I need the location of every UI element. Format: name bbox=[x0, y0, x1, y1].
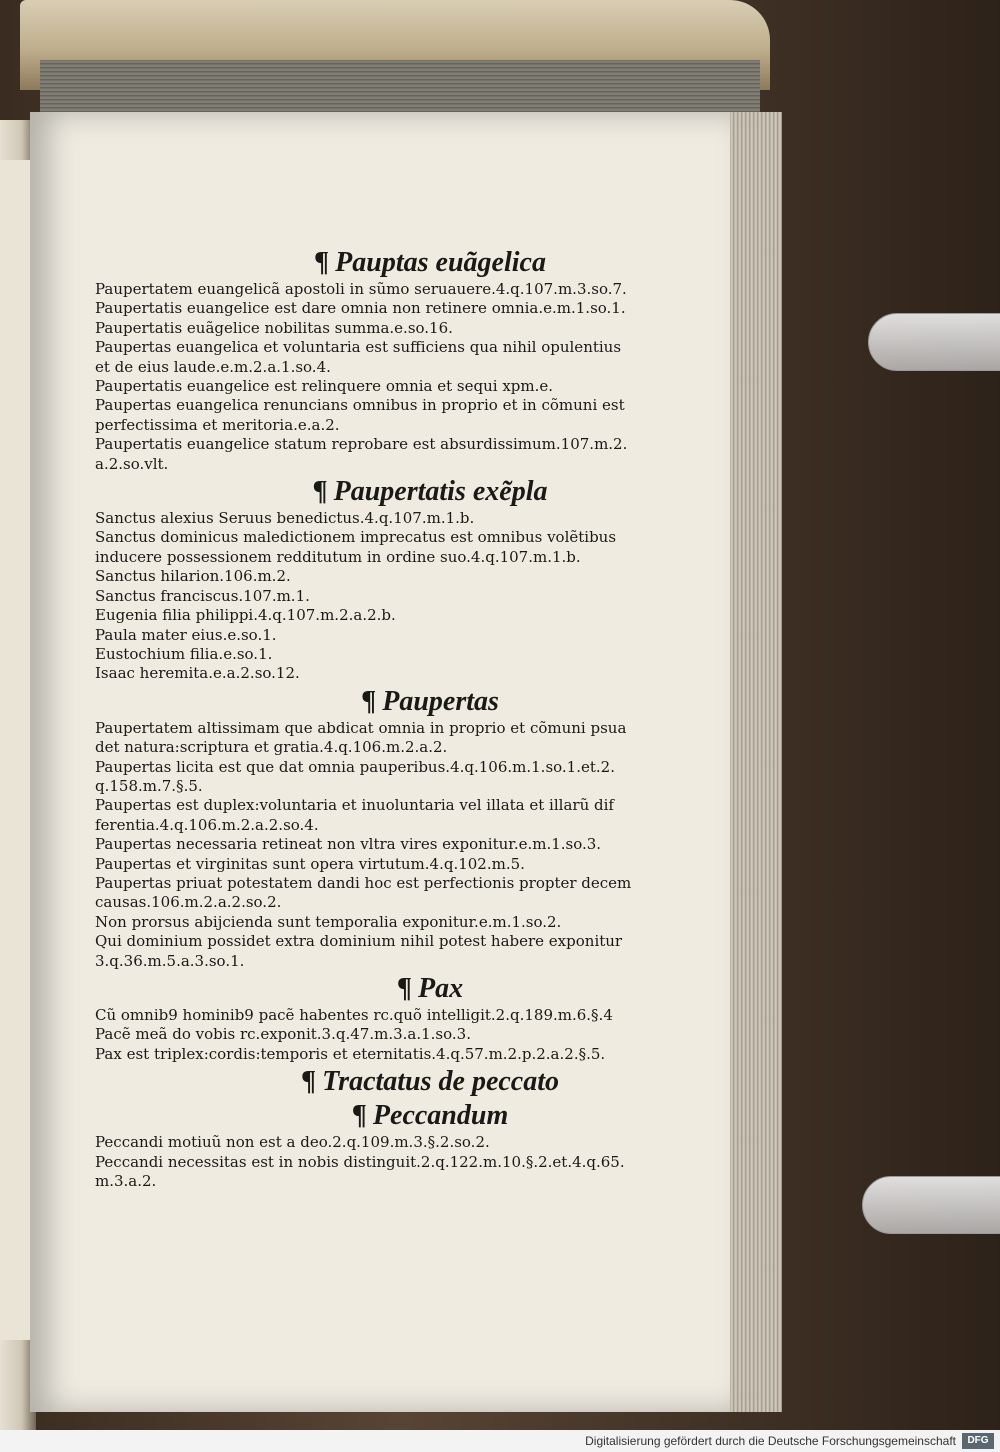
index-entry-line: Paupertatis euangelice est dare omnia non retinere omnia.e.m.1.so.1. bbox=[95, 299, 626, 318]
index-entry-line: Paupertas euangelica renuncians omnibus in proprio et in cõmuni est bbox=[95, 396, 625, 415]
index-entry bbox=[95, 932, 735, 971]
dfg-logo: DFG bbox=[962, 1433, 994, 1449]
index-entry bbox=[95, 758, 735, 797]
index-entry bbox=[95, 587, 735, 606]
index-entry-line: Paupertas priuat potestatem dandi hoc est perfectionis propter decem bbox=[95, 873, 632, 892]
footer-credit: Digitalisierung gefördert durch die Deutsche Forschungsgemeinschaft bbox=[585, 1434, 956, 1448]
index-entry bbox=[95, 1133, 735, 1152]
index-entry-line: Isaac heremita.e.a.2.so.12. bbox=[95, 664, 300, 683]
index-entry-line: Pax est triplex:cordis:temporis et eternitatis.4.q.57.m.2.p.2.a.2.§.5. bbox=[95, 1044, 606, 1063]
index-entry bbox=[95, 509, 735, 528]
index-entry-line: Paupertatis euangelice est relinquere omnia et sequi xpm.e. bbox=[95, 377, 554, 396]
section-heading bbox=[95, 1066, 735, 1098]
index-entry-line: causas.106.m.2.a.2.so.2. bbox=[95, 893, 282, 912]
index-entry-line: et de eius laude.e.m.2.a.1.so.4. bbox=[95, 357, 331, 376]
index-entry-line: Eustochium filia.e.so.1. bbox=[95, 644, 273, 663]
pilcrow-icon: ¶ bbox=[396, 973, 412, 1004]
pilcrow-icon: ¶ bbox=[361, 685, 377, 717]
index-entry-line: Paupertatem altissimam que abdicat omnia in proprio et cõmuni psua bbox=[95, 718, 627, 737]
index-entry-line: Sanctus hilarion.106.m.2. bbox=[95, 567, 291, 586]
index-entry-line: Sanctus dominicus maledictionem imprecatus est omnibus volẽtibus bbox=[95, 528, 617, 547]
index-entry bbox=[95, 435, 735, 474]
section-heading-text: Pax bbox=[418, 973, 464, 1004]
index-entry bbox=[95, 377, 735, 396]
page-clip-top bbox=[868, 313, 1000, 371]
index-entry bbox=[95, 719, 735, 758]
index-entry-line: q.158.m.7.§.5. bbox=[95, 776, 203, 795]
index-entry-line: Pacẽ meã do vobis rc.exponit.3.q.47.m.3.a.1.so.3. bbox=[95, 1025, 471, 1044]
index-entry bbox=[95, 1153, 735, 1192]
pilcrow-icon: ¶ bbox=[312, 476, 328, 508]
index-entry-line: det natura:scriptura et gratia.4.q.106.m.2.a.2. bbox=[95, 738, 448, 757]
section-heading bbox=[95, 247, 735, 279]
index-entry-line: Paupertatis euangelice statum reprobare est absurdissimum.107.m.2. bbox=[95, 435, 628, 454]
footer-bar bbox=[0, 1430, 1000, 1452]
facing-page-edge bbox=[0, 160, 30, 1340]
index-entry bbox=[95, 567, 735, 586]
index-entry-line: ferentia.4.q.106.m.2.a.2.so.4. bbox=[95, 815, 319, 834]
index-entry-line: Cũ omnib9 hominib9 pacẽ habentes rc.quõ intelligit.2.q.189.m.6.§.4 bbox=[95, 1006, 613, 1024]
pilcrow-icon: ¶ bbox=[351, 1100, 367, 1132]
index-entry bbox=[95, 606, 735, 625]
pilcrow-icon: ¶ bbox=[300, 1066, 317, 1098]
index-entry-line: Sanctus alexius Seruus benedictus.4.q.107.m.1.b. bbox=[95, 509, 475, 528]
index-entry bbox=[95, 913, 735, 932]
section-heading-text: Paupertas bbox=[382, 685, 499, 717]
index-entry-line: Qui dominium possidet extra dominium nihil potest habere exponitur bbox=[95, 932, 623, 951]
index-entry-line: Peccandi necessitas est in nobis distinguit.2.q.122.m.10.§.2.et.4.q.65. bbox=[95, 1152, 625, 1171]
index-entry-line: Paupertas euangelica et voluntaria est sufficiens qua nihil opulentius bbox=[95, 338, 622, 357]
index-entry-line: Eugenia filia philippi.4.q.107.m.2.a.2.b. bbox=[95, 606, 396, 625]
index-entry bbox=[95, 664, 735, 683]
index-entry-line: a.2.so.vlt. bbox=[95, 454, 169, 473]
index-entry-line: Paula mater eius.e.so.1. bbox=[95, 625, 277, 644]
index-entry bbox=[95, 280, 735, 299]
index-entry-line: Paupertatis euãgelice nobilitas summa.e.so.16. bbox=[95, 318, 453, 337]
index-entry bbox=[95, 835, 735, 854]
index-entry bbox=[95, 1006, 735, 1025]
section-heading-text: Tractatus de peccato bbox=[322, 1066, 560, 1098]
index-entry-line: 3.q.36.m.5.a.3.so.1. bbox=[95, 951, 245, 970]
section-heading bbox=[95, 973, 735, 1005]
pilcrow-icon: ¶ bbox=[314, 247, 330, 278]
index-entry-line: inducere possessionem redditutum in ordine suo.4.q.107.m.1.b. bbox=[95, 547, 581, 566]
index-entry bbox=[95, 626, 735, 645]
index-entry bbox=[95, 1025, 735, 1044]
section-heading-text: Peccandum bbox=[372, 1100, 509, 1132]
index-entry-line: perfectissima et meritoria.e.a.2. bbox=[95, 415, 340, 434]
index-entry-line: Paupertatem euangelicã apostoli in sũmo seruauere.4.q.107.m.3.so.7. bbox=[95, 280, 627, 298]
index-entry bbox=[95, 338, 735, 377]
index-entry bbox=[95, 796, 735, 835]
index-entry-line: Paupertas necessaria retineat non vltra vires exponitur.e.m.1.so.3. bbox=[95, 835, 602, 854]
index-entry-line: Non prorsus abijcienda sunt temporalia exponitur.e.m.1.so.2. bbox=[95, 912, 562, 931]
page-clip-bottom bbox=[862, 1176, 1000, 1234]
section-heading bbox=[95, 476, 735, 508]
index-entry bbox=[95, 645, 735, 664]
index-entry bbox=[95, 855, 735, 874]
index-entry bbox=[95, 874, 735, 913]
index-entry-line: Sanctus franciscus.107.m.1. bbox=[95, 586, 310, 605]
index-entry-line: Peccandi motiuũ non est a deo.2.q.109.m.3.§.2.so.2. bbox=[95, 1133, 490, 1152]
index-entry bbox=[95, 396, 735, 435]
index-entry-line: Paupertas est duplex:voluntaria et inuoluntaria vel illata et illarũ dif bbox=[95, 796, 614, 815]
index-entry bbox=[95, 299, 735, 318]
section-heading bbox=[95, 686, 735, 718]
section-heading-text: Pauptas euãgelica bbox=[335, 247, 546, 278]
index-entry-line: m.3.a.2. bbox=[95, 1172, 157, 1191]
index-entry bbox=[95, 528, 735, 567]
index-entry-line: Paupertas et virginitas sunt opera virtutum.4.q.102.m.5. bbox=[95, 854, 525, 873]
index-entry bbox=[95, 319, 735, 338]
index-entry-line: Paupertas licita est que dat omnia pauperibus.4.q.106.m.1.so.1.et.2. bbox=[95, 757, 615, 776]
page-text bbox=[95, 245, 735, 1191]
index-entry bbox=[95, 1045, 735, 1064]
section-heading-text: Paupertatis exẽpla bbox=[333, 476, 548, 508]
section-heading bbox=[95, 1100, 735, 1132]
